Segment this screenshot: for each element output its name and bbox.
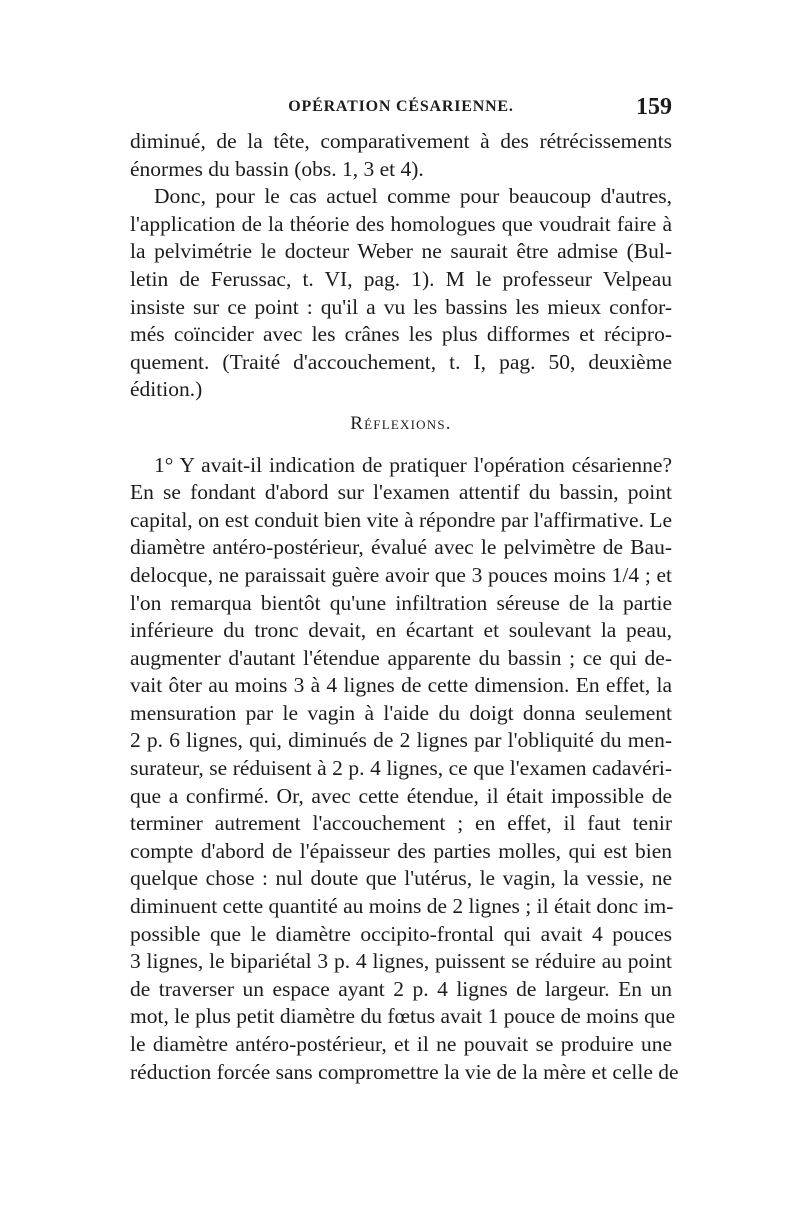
text-line: capital, on est conduit bien vite à répondre par l'affirmative. Le <box>130 507 672 532</box>
text-line: l'on remarqua bientôt qu'une infiltration séreuse de la partie <box>130 590 672 615</box>
paragraph-question-1 <box>130 452 679 1087</box>
text-line: quement. (Traité d'accouchement, t. I, pag. 50, deuxième <box>130 349 672 374</box>
text-line: de traverser un espace ayant 2 p. 4 lignes de largeur. En un <box>130 976 672 1001</box>
running-title: OPÉRATION CÉSARIENNE. <box>288 98 514 115</box>
text-line: la pelvimétrie le docteur Weber ne saurait être admise (Bul- <box>130 239 672 264</box>
text-line: delocque, ne paraissait guère avoir que 3 pouces moins 1/4 ; et <box>130 562 672 587</box>
text-line: possible que le diamètre occipito-frontal qui avait 4 pouces <box>130 921 672 946</box>
text-line: 1° Y avait-il indication de pratiquer l'opération césarienne? <box>154 452 672 477</box>
text-line: més coïncider avec les crânes les plus difformes et récipro- <box>130 322 672 347</box>
running-head <box>130 94 672 124</box>
text-line: quelque chose : nul doute que l'utérus, le vagin, la vessie, ne <box>130 866 672 891</box>
text-line: 3 lignes, le bipariétal 3 p. 4 lignes, puissent se réduire au point <box>130 949 672 974</box>
text-line: mensuration par le vagin à l'aide du doigt donna seulement <box>130 700 672 725</box>
text-line: réduction forcée sans compromettre la vie de la mère et celle de <box>130 1059 679 1084</box>
text-line: 2 p. 6 lignes, qui, diminués de 2 lignes par l'obliquité du men- <box>130 728 672 753</box>
text-line: terminer autrement l'accouchement ; en effet, il faut tenir <box>130 811 672 836</box>
text-line: surateur, se réduisent à 2 p. 4 lignes, ce que l'examen cadavéri- <box>130 756 672 781</box>
text-line: insiste sur ce point : qu'il a vu les bassins les mieux confor- <box>130 294 672 319</box>
text-line: édition.) <box>130 377 203 402</box>
text-line: diminué, de la tête, comparativement à des rétrécissements <box>130 129 672 153</box>
text-line: l'application de la théorie des homologues que voudrait faire à <box>130 211 672 236</box>
paragraph-donc <box>130 183 672 404</box>
text-line: diamètre antéro-postérieur, évalué avec le pelvimètre de Bau- <box>130 535 672 560</box>
text-line: le diamètre antéro-postérieur, et il ne pouvait se produire une <box>130 1032 672 1056</box>
body-text <box>130 128 679 1086</box>
page-number: 159 <box>636 94 672 120</box>
text-line: que a confirmé. Or, avec cette étendue, il était impossible de <box>130 783 672 808</box>
text-line: Donc, pour le cas actuel comme pour beaucoup d'autres, <box>154 184 672 209</box>
text-line: En se fondant d'abord sur l'examen attentif du bassin, point <box>130 480 672 505</box>
paragraph-continuation <box>130 128 672 183</box>
text-line: compte d'abord de l'épaisseur des parties molles, qui est bien <box>130 838 672 863</box>
text-line: diminuent cette quantité au moins de 2 lignes ; il était donc im- <box>130 894 674 919</box>
text-line: letin de Ferussac, t. VI, pag. 1). M le professeur Velpeau <box>130 266 672 291</box>
text-line: mot, le plus petit diamètre du fœtus avait 1 pouce de moins que <box>130 1004 676 1029</box>
text-line: énormes du bassin (obs. 1, 3 et 4). <box>130 156 424 181</box>
text-line: inférieure du tronc devait, en écartant et soulevant la peau, <box>130 618 672 643</box>
text-line: augmenter d'autant l'étendue apparente du bassin ; ce qui de- <box>130 645 672 670</box>
text-line: vait ôter au moins 3 à 4 lignes de cette dimension. En effet, la <box>130 673 672 698</box>
section-heading: Réflexions. <box>350 412 452 434</box>
